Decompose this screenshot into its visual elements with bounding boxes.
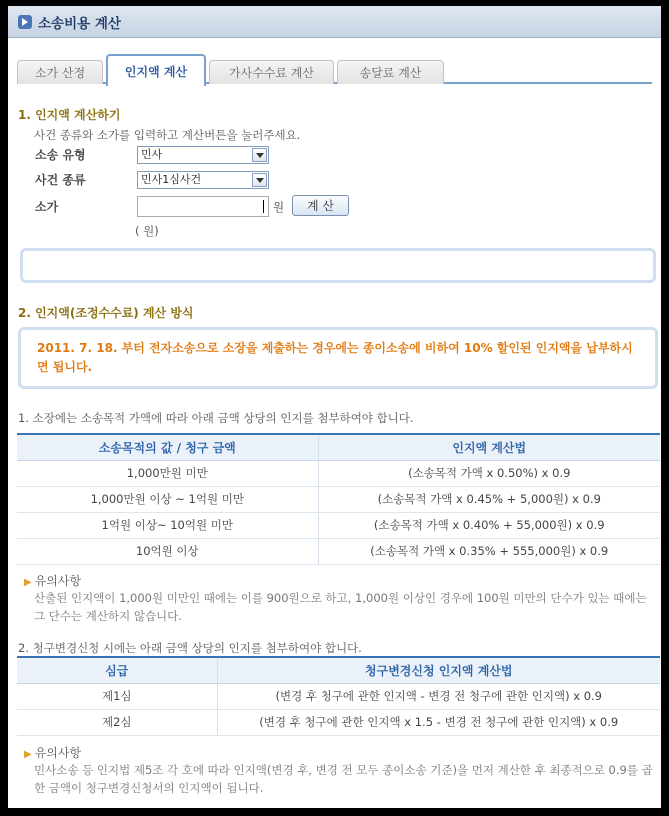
note1-title-text: 유의사항 xyxy=(34,574,82,588)
table-cell: 10억원 이상 xyxy=(17,538,318,564)
section1-instruction: 사건 종류와 소가를 입력하고 계산버튼을 눌러주세요. xyxy=(34,128,301,142)
table-cell: 1,000만원 이상 ~ 1억원 미만 xyxy=(17,486,318,512)
unit-hint: ( 원) xyxy=(135,224,159,238)
note2-title-text: 유의사항 xyxy=(34,746,82,760)
case-type-label: 소송 유형 xyxy=(35,148,86,162)
table-row xyxy=(17,486,660,512)
play-arrow-icon xyxy=(18,15,32,29)
table-cell: (변경 후 청구에 관한 인지액 - 변경 전 청구에 관한 인지액) x 0.9 xyxy=(217,683,660,709)
case-kind-select[interactable] xyxy=(137,171,269,189)
table-row xyxy=(17,512,660,538)
section1-title: 1. 인지액 계산하기 xyxy=(18,108,121,122)
amount-input[interactable] xyxy=(137,196,269,217)
case-kind-value: 민사1심사건 xyxy=(141,173,202,186)
table-row xyxy=(17,538,660,564)
window-title: 소송비용 계산 xyxy=(38,15,121,32)
table-row xyxy=(17,683,660,709)
tab-litigation-value[interactable]: 소가 산정 xyxy=(17,60,103,84)
table-header: 소송목적의 값 / 청구 금액 xyxy=(17,434,318,460)
table-cell: 제1심 xyxy=(17,683,217,709)
note2-body: 민사소송 등 인지법 제5조 각 호에 따라 인지액(변경 후, 변경 전 모두 종이소송 기준)을 먼저 계산한 후 최종적으로 0.9를 곱한 금액이 청구변경신청서의 인지액이 됩니다. xyxy=(34,763,653,795)
table-cell: 제2심 xyxy=(17,709,217,735)
bullet-arrow-icon: ▶ xyxy=(24,749,32,760)
table-cell: 1,000만원 미만 xyxy=(17,460,318,486)
case-type-value: 민사 xyxy=(141,148,163,161)
title-bar xyxy=(8,6,661,38)
case-type-select[interactable] xyxy=(137,146,269,164)
note1-title xyxy=(24,572,81,589)
table-header: 청구변경신청 인지액 계산법 xyxy=(217,657,660,683)
claim-change-table xyxy=(17,656,660,736)
chevron-down-icon[interactable] xyxy=(252,173,267,187)
note1-body: 산출된 인지액이 1,000원 미만인 때에는 이를 900원으로 하고, 1,000원 이상인 경우에 100원 미만의 단수가 있는 때에는 그 단수는 계산하지 않습니다. xyxy=(34,591,647,623)
tab-bar xyxy=(17,54,652,84)
e-litigation-notice: 2011. 7. 18. 부터 전자소송으로 소장을 제출하는 경우에는 종이소송에 비하여 10% 할인된 인지액을 납부하시면 됩니다. xyxy=(18,327,658,389)
calculate-button[interactable]: 계 산 xyxy=(292,195,349,216)
table-header: 심급 xyxy=(17,657,217,683)
table-row xyxy=(17,460,660,486)
tab-family-fee[interactable]: 가사수수료 계산 xyxy=(209,60,334,84)
table-cell: (변경 후 청구에 관한 인지액 x 1.5 - 변경 전 청구에 관한 인지액) x 0.9 xyxy=(217,709,660,735)
text-caret xyxy=(263,200,264,213)
stamp-fee-table xyxy=(17,433,660,565)
result-box xyxy=(20,248,656,283)
table-cell: (소송목적 가액 x 0.40% + 55,000원) x 0.9 xyxy=(318,512,660,538)
table-cell: (소송목적 가액 x 0.45% + 5,000원) x 0.9 xyxy=(318,486,660,512)
table1-caption: 1. 소장에는 소송목적 가액에 따라 아래 금액 상당의 인지를 첨부하여야 합니다. xyxy=(18,411,414,425)
bullet-arrow-icon: ▶ xyxy=(24,577,32,588)
table-header: 인지액 계산법 xyxy=(318,434,660,460)
table-cell: (소송목적 가액 x 0.35% + 555,000원) x 0.9 xyxy=(318,538,660,564)
tab-stamp-fee[interactable]: 인지액 계산 xyxy=(106,54,206,86)
calculator-window xyxy=(8,6,661,808)
table-cell: (소송목적 가액 x 0.50%) x 0.9 xyxy=(318,460,660,486)
amount-label: 소가 xyxy=(35,200,59,214)
chevron-down-icon[interactable] xyxy=(252,148,267,162)
table2-caption: 2. 청구변경신청 시에는 아래 금액 상당의 인지를 첨부하여야 합니다. xyxy=(18,641,362,655)
tab-service-fee[interactable]: 송달료 계산 xyxy=(337,60,444,84)
table-cell: 1억원 이상~ 10억원 미만 xyxy=(17,512,318,538)
section2-title: 2. 인지액(조정수수료) 계산 방식 xyxy=(18,306,194,320)
amount-unit: 원 xyxy=(273,200,285,214)
note2-title xyxy=(24,744,81,761)
table-row xyxy=(17,709,660,735)
case-kind-label: 사건 종류 xyxy=(35,173,86,187)
